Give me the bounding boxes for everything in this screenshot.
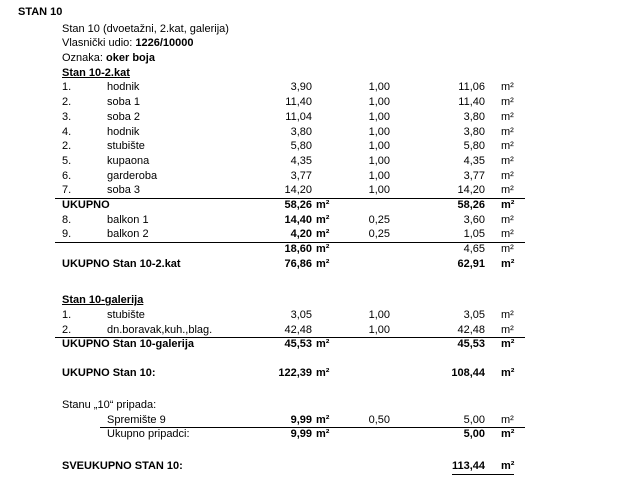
area-unit [312,80,336,95]
unit-label: m² [501,213,514,226]
area-value: 11,04 [285,110,312,123]
coefficient-value [336,459,390,475]
area-value: 3,77 [290,169,312,182]
result-value: 62,91 [457,257,485,270]
area-unit: m² [316,257,330,270]
unit-label: m² [501,96,514,109]
unit-label: m² [501,140,514,153]
unit-label: m² [485,323,525,339]
ownership-share-line [55,36,525,51]
grand-total-row [55,459,525,474]
table-row-spremiste [55,413,525,428]
area-unit: m² [316,198,330,211]
coefficient-value: 1,00 [368,154,390,167]
area-unit: m² [316,428,330,441]
unit-label: m² [485,183,525,199]
result-value: 58,26 [457,198,485,211]
area-value: 18,60 [284,243,312,255]
table-row [55,110,525,125]
room-name: stubište [107,140,145,153]
result-value: 42,48 [390,323,485,339]
area-value [240,459,312,475]
area-value: 122,39 [278,367,312,380]
area-unit: m² [316,213,330,226]
area-unit: m² [312,413,336,429]
row-number: 8. [62,213,72,226]
area-unit: m² [316,367,330,380]
result-value: 45,53 [457,338,485,351]
room-name: garderoba [107,169,158,182]
coefficient-value: 1,00 [336,323,390,339]
area-unit [312,125,336,140]
row-number: 6. [62,169,72,182]
result-value: 11,06 [458,81,485,94]
area-unit [312,183,336,199]
unit-label: m² [501,198,515,211]
result-value: 4,35 [463,154,485,167]
table-row [55,154,525,169]
area-unit [312,169,336,184]
unit-label: m² [485,227,525,243]
area-value: 14,40 [284,213,312,226]
coefficient-value [336,257,390,272]
coefficient-value [336,337,390,352]
row-number: 1. [62,81,72,94]
total-label [55,242,240,257]
total-label: UKUPNO [62,198,110,211]
result-value: 11,40 [458,96,485,109]
unit-label: m² [501,154,514,167]
grand-total-unit: m² [485,459,525,475]
area-unit [312,323,336,339]
area-value: 5,80 [290,140,312,153]
result-value: 3,77 [463,169,485,182]
table-row [55,80,525,95]
table-row [55,323,525,338]
coefficient-value: 1,00 [368,96,390,109]
coefficient-value: 1,00 [368,81,390,94]
table-row [55,308,525,323]
coefficient-value [336,427,390,442]
area-unit: m² [316,243,330,255]
room-name: balkon 1 [107,213,149,226]
area-value: 3,05 [290,309,312,322]
row-number: 2. [62,140,72,153]
area-value: 4,35 [290,154,312,167]
result-value: 1,05 [390,227,485,243]
unit-label: m² [501,428,515,441]
unit-label: m² [501,110,514,123]
total-row-stan10 [55,366,525,381]
room-name: balkon 2 [100,227,240,243]
coefficient-value: 0,50 [336,413,390,429]
room-name: kupaona [107,154,150,167]
coefficient-value: 1,00 [336,183,390,199]
color-mark-line [55,51,525,66]
coefficient-value: 1,00 [368,110,390,123]
result-value: 108,44 [451,367,485,380]
coefficient-value: 1,00 [368,309,390,322]
result-value: 5,80 [463,140,485,153]
unit-label: m² [501,367,515,380]
area-value: 11,40 [285,96,312,109]
unit-label: m² [501,257,515,270]
table-row [55,125,525,140]
room-name: soba 1 [107,96,141,109]
area-unit: m² [316,338,330,351]
total-row-kat2 [55,257,525,272]
table-row [55,213,525,228]
area-value: 4,20 [240,227,312,243]
pripada-intro: Stanu „10“ pripada: [62,398,157,411]
table-row [55,169,525,184]
room-name: stubište [107,309,145,322]
row-number: 2. [55,323,100,339]
area-unit [312,95,336,110]
grand-total-label: SVEUKUPNO STAN 10: [62,459,183,472]
result-value: 3,05 [463,309,485,322]
row-number [55,427,100,442]
area-unit [312,459,336,475]
color-mark-label: Oznaka: [62,52,103,65]
total-label: UKUPNO Stan 10-galerija [62,338,195,351]
result-value: 4,65 [463,243,485,255]
room-name: Spremište 9 [100,413,240,429]
area-unit: m² [312,227,336,243]
coefficient-value: 1,00 [368,140,390,153]
row-number: 2. [62,96,72,109]
doc-body [55,22,525,474]
row-number: 9. [55,227,100,243]
table-row [55,227,525,242]
coefficient-value [336,242,390,257]
area-value: 3,80 [290,125,312,138]
color-mark-value: oker boja [106,52,155,65]
area-unit [312,308,336,323]
doc-title: STAN 10 [18,6,63,18]
area-value: 76,86 [284,257,312,270]
room-name: soba 2 [107,110,141,123]
row-number: 7. [55,183,100,199]
area-value: 3,90 [290,81,312,94]
row-number: 1. [62,309,72,322]
result-value: 3,80 [463,125,485,138]
coefficient-value [336,198,390,213]
grand-total-value: 113,44 [390,459,485,475]
subtotal-row-balconies [55,242,525,257]
coefficient-value [336,366,390,381]
area-value: 9,99 [290,428,312,441]
result-value: 14,20 [390,183,485,199]
section-heading-galerija: Stan 10-galerija [62,294,144,307]
area-unit [312,154,336,169]
subtotal-row-ukupno [55,198,525,213]
coefficient-value: 1,00 [368,125,390,138]
total-label: UKUPNO Stan 10-2.kat [62,257,181,270]
result-value: 5,00 [390,413,485,429]
unit-label: m² [501,243,514,255]
area-value: 9,99 [240,413,312,429]
table-row [55,95,525,110]
room-name: hodnik [107,125,140,138]
result-value: 3,60 [463,213,485,226]
area-value: 58,26 [284,198,312,211]
room-name: hodnik [107,81,140,94]
total-label: Ukupno pripadci: [107,428,190,441]
table-row [55,139,525,154]
total-label: UKUPNO Stan 10: [62,367,156,380]
result-value: 3,80 [463,110,485,123]
unit-label: m² [501,81,514,94]
ownership-share-label: Vlasnički udio: [62,37,133,50]
area-unit [312,139,336,154]
unit-label: m² [501,125,514,138]
apartment-subtitle: Stan 10 (dvoetažni, 2.kat, galerija) [62,22,229,35]
area-value: 45,53 [284,338,312,351]
result-value: 5,00 [463,428,485,441]
room-name: dn.boravak,kuh.,blag. [100,323,240,339]
section-heading-kat2: Stan 10-2.kat [62,66,130,79]
area-value: 42,48 [240,323,312,339]
unit-label: m² [501,338,515,351]
unit-label: m² [485,413,525,429]
unit-label: m² [501,309,514,322]
coefficient-value: 0,25 [368,213,390,226]
total-row-galerija [55,337,525,352]
area-unit [312,110,336,125]
coefficient-value: 1,00 [368,169,390,182]
table-row [55,183,525,198]
row-number: 4. [62,125,72,138]
unit-label: m² [501,169,514,182]
coefficient-value: 0,25 [336,227,390,243]
room-name: soba 3 [100,183,240,199]
row-number: 3. [62,110,72,123]
row-number [55,413,100,429]
row-number: 5. [62,154,72,167]
ownership-share-value: 1226/10000 [135,37,194,50]
subtotal-row-pripadci [55,427,525,442]
area-value: 14,20 [240,183,312,199]
